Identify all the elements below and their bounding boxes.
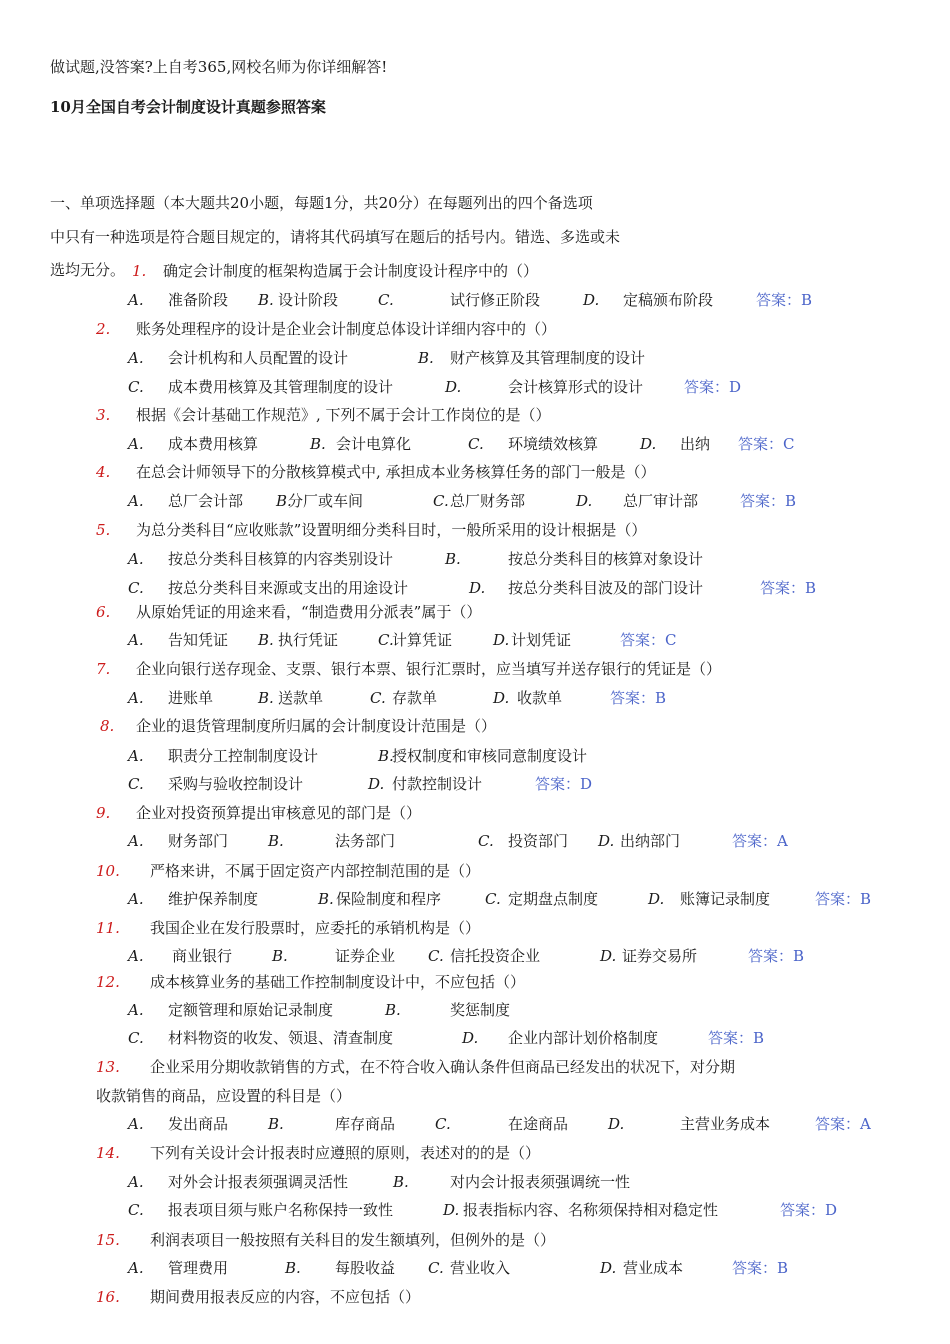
promo-text: 做试题,没答案?上自考365,网校名师为你详细解答! xyxy=(50,58,388,76)
option-text: 按总分类科目核算的内容类别设计 xyxy=(168,550,394,568)
option-text: 对内会计报表须强调统一性 xyxy=(450,1173,631,1191)
option-row xyxy=(0,628,950,652)
option-letter: D. xyxy=(493,689,510,707)
option-text: 定期盘点制度 xyxy=(508,890,599,908)
option-row xyxy=(0,346,950,370)
option-text: 职责分工控制制度设计 xyxy=(168,747,319,765)
option-letter: A. xyxy=(128,1259,144,1277)
option-letter: D. xyxy=(368,775,385,793)
option-letter: B. xyxy=(445,550,461,568)
option-text: 会计机构和人员配置的设计 xyxy=(168,349,349,367)
section-intro-line-1: 一、单项选择题（本大题共20小题，每题1分，共20分）在每题列出的四个备选项 xyxy=(50,194,593,212)
question-stem: 确定会计制度的框架构造属于会计制度设计程序中的（） xyxy=(163,262,539,280)
option-text: 总厂会计部 xyxy=(168,492,244,510)
question-number: 11. xyxy=(96,919,120,937)
question-stem: 企业的退货管理制度所归属的会计制度设计范围是（） xyxy=(136,717,497,735)
question-stem: 严格来讲，不属于固定资产内部控制范围的是（） xyxy=(150,862,481,880)
option-letter: C. xyxy=(485,890,501,908)
option-letter: A. xyxy=(128,890,144,908)
question-stem-row xyxy=(0,403,950,427)
option-text: 对外会计报表须强调灵活性 xyxy=(168,1173,349,1191)
option-letter: C. xyxy=(128,579,144,597)
option-letter: D. xyxy=(583,291,600,309)
option-letter: A. xyxy=(128,747,144,765)
option-text: 准备阶段 xyxy=(168,291,229,309)
option-text: 按总分类科目的核算对象设计 xyxy=(508,550,704,568)
option-text: 出纳部门 xyxy=(620,832,681,850)
option-letter: C. xyxy=(128,775,144,793)
question-number: 16. xyxy=(96,1288,120,1306)
option-text: 信托投资企业 xyxy=(450,947,541,965)
option-letter: B. xyxy=(318,890,334,908)
question-number: 6. xyxy=(96,603,111,621)
question-stem: 利润表项目一般按照有关科目的发生额填列，但例外的是（） xyxy=(150,1231,556,1249)
page-title: 10月全国自考会计制度设计真题参照答案 xyxy=(50,98,326,116)
question-stem: 成本核算业务的基础工作控制制度设计中，不应包括（） xyxy=(150,973,526,991)
option-letter: B. xyxy=(385,1001,401,1019)
option-text: 企业内部计划价格制度 xyxy=(508,1029,659,1047)
question-number: 14. xyxy=(96,1144,120,1162)
option-text: 保险制度和程序 xyxy=(336,890,442,908)
option-letter: D. xyxy=(443,1201,460,1219)
question-stem: 在总会计师领导下的分散核算模式中, 承担成本业务核算任务的部门一般是（） xyxy=(136,463,656,481)
option-row xyxy=(0,1198,950,1222)
question-stem-row xyxy=(0,859,950,883)
option-letter: C. xyxy=(428,947,444,965)
option-letter: B. xyxy=(258,291,274,309)
option-text: 奖惩制度 xyxy=(450,1001,511,1019)
option-letter: A. xyxy=(128,947,144,965)
option-text: 财务部门 xyxy=(168,832,229,850)
answer-label: 答案：C xyxy=(738,435,795,453)
option-letter: D. xyxy=(576,492,593,510)
section-intro-line-2: 中只有一种选项是符合题目规定的，请将其代码填写在题后的括号内。错选、多选或未 xyxy=(50,228,621,246)
option-letter: D. xyxy=(462,1029,479,1047)
question-stem-row xyxy=(0,1055,950,1079)
option-letter: A. xyxy=(128,631,144,649)
question-number: 10. xyxy=(96,862,120,880)
option-row xyxy=(0,1170,950,1194)
answer-label: 答案：B xyxy=(756,291,813,309)
option-row xyxy=(0,288,950,312)
option-letter: C. xyxy=(478,832,494,850)
option-letter: D. xyxy=(493,631,510,649)
option-letter: A. xyxy=(128,435,144,453)
question-number: 7. xyxy=(96,660,111,678)
question-number: 12. xyxy=(96,973,120,991)
answer-label: 答案：B xyxy=(815,890,872,908)
option-letter: B. xyxy=(268,1115,284,1133)
option-text: 在途商品 xyxy=(508,1115,569,1133)
option-row xyxy=(0,576,950,600)
option-text: 总厂财务部 xyxy=(450,492,526,510)
question-stem: 企业向银行送存现金、支票、银行本票、银行汇票时，应当填写并送存银行的凭证是（） xyxy=(136,660,722,678)
question-stem-row xyxy=(0,657,950,681)
question-stem-row xyxy=(0,1228,950,1252)
option-letter: C. xyxy=(128,1201,144,1219)
option-text: 投资部门 xyxy=(508,832,569,850)
option-letter: D. xyxy=(598,832,615,850)
option-text: 出纳 xyxy=(680,435,711,453)
option-text: 执行凭证 xyxy=(278,631,339,649)
option-text: 定额管理和原始记录制度 xyxy=(168,1001,334,1019)
option-row xyxy=(0,998,950,1022)
option-letter: B. xyxy=(378,747,394,765)
option-row xyxy=(0,744,950,768)
option-text: 每股收益 xyxy=(335,1259,396,1277)
option-text: 法务部门 xyxy=(335,832,396,850)
question-number: 4. xyxy=(96,463,111,481)
question-stem-row xyxy=(0,259,950,283)
option-letter: D. xyxy=(608,1115,625,1133)
answer-label: 答案：B xyxy=(760,579,817,597)
answer-label: 答案：B xyxy=(740,492,797,510)
option-text: 管理费用 xyxy=(168,1259,229,1277)
answer-label: 答案：D xyxy=(780,1201,838,1219)
option-text: 采购与验收控制设计 xyxy=(168,775,304,793)
option-text: 营业成本 xyxy=(623,1259,684,1277)
question-stem-row xyxy=(0,970,950,994)
question-stem: 从原始凭证的用途来看，“制造费用分派表”属于（） xyxy=(136,603,482,621)
question-stem-row xyxy=(0,518,950,542)
question-stem-row xyxy=(0,801,950,825)
option-row xyxy=(0,944,950,968)
answer-label: 答案：B xyxy=(610,689,667,707)
option-letter: A. xyxy=(128,832,144,850)
option-text: 库存商品 xyxy=(335,1115,396,1133)
option-row xyxy=(0,1026,950,1050)
option-text: 按总分类科目来源或支出的用途设计 xyxy=(168,579,409,597)
answer-label: 答案：A xyxy=(815,1115,871,1133)
option-row xyxy=(0,547,950,571)
question-number: 15. xyxy=(96,1231,120,1249)
option-text: 商业银行 xyxy=(172,947,233,965)
option-letter: C. xyxy=(433,492,449,510)
option-letter: A. xyxy=(128,492,144,510)
option-text: 授权制度和审核同意制度设计 xyxy=(392,747,588,765)
option-text: 计算凭证 xyxy=(392,631,453,649)
option-text: 会计核算形式的设计 xyxy=(508,378,644,396)
option-text: 收款单 xyxy=(517,689,563,707)
option-text: 环境绩效核算 xyxy=(508,435,599,453)
question-stem-row xyxy=(0,600,950,624)
question-stem-row xyxy=(0,460,950,484)
option-text: 报表项目须与账户名称保持一致性 xyxy=(168,1201,394,1219)
option-text: 报表指标内容、名称须保持相对稳定性 xyxy=(463,1201,719,1219)
question-number: 8. xyxy=(100,717,115,735)
option-letter: B. xyxy=(258,631,274,649)
option-text: 成本费用核算 xyxy=(168,435,259,453)
question-stem: 企业采用分期收款销售的方式，在不符合收入确认条件但商品已经发出的状况下，对分期 xyxy=(150,1058,736,1076)
option-row xyxy=(0,1112,950,1136)
question-number: 13. xyxy=(96,1058,120,1076)
option-text: 主营业务成本 xyxy=(680,1115,771,1133)
question-stem: 企业对投资预算提出审核意见的部门是（） xyxy=(136,804,422,822)
option-letter: B. xyxy=(268,832,284,850)
answer-label: 答案：A xyxy=(732,832,788,850)
option-text: 成本费用核算及其管理制度的设计 xyxy=(168,378,394,396)
option-text: 付款控制设计 xyxy=(392,775,483,793)
question-stem-row xyxy=(0,1141,950,1165)
question-stem: 我国企业在发行股票时，应委托的承销机构是（） xyxy=(150,919,481,937)
option-letter: A. xyxy=(128,349,144,367)
question-number: 1. xyxy=(132,262,147,280)
option-text: 材料物资的收发、领退、清查制度 xyxy=(168,1029,394,1047)
option-letter: C. xyxy=(435,1115,451,1133)
question-stem-continued: 收款销售的商品，应设置的科目是（） xyxy=(96,1087,352,1105)
option-letter: B. xyxy=(310,435,326,453)
option-row xyxy=(0,375,950,399)
option-letter: C. xyxy=(128,1029,144,1047)
option-letter: C. xyxy=(370,689,386,707)
option-row xyxy=(0,489,950,513)
question-stem: 为总分类科目“应收账款”设置明细分类科目时，一般所采用的设计根据是（） xyxy=(136,521,647,539)
option-letter: D. xyxy=(640,435,657,453)
option-text: 证券企业 xyxy=(335,947,396,965)
question-number: 3. xyxy=(96,406,111,424)
option-text: 定稿颁布阶段 xyxy=(623,291,714,309)
answer-label: 答案：B xyxy=(732,1259,789,1277)
option-row xyxy=(0,1256,950,1280)
option-text: 分厂或车间 xyxy=(288,492,364,510)
option-letter: C. xyxy=(468,435,484,453)
option-text: 存款单 xyxy=(392,689,438,707)
option-text: 营业收入 xyxy=(450,1259,511,1277)
answer-label: 答案：B xyxy=(748,947,805,965)
option-letter: A. xyxy=(128,1001,144,1019)
option-text: 告知凭证 xyxy=(168,631,229,649)
option-letter: A. xyxy=(128,689,144,707)
question-stem-row xyxy=(0,916,950,940)
option-letter: D. xyxy=(648,890,665,908)
option-row xyxy=(0,829,950,853)
option-row xyxy=(0,432,950,456)
option-letter: B. xyxy=(276,492,292,510)
option-letter: C. xyxy=(378,291,394,309)
option-row xyxy=(0,772,950,796)
question-stem-row xyxy=(0,714,950,738)
option-row xyxy=(0,686,950,710)
option-text: 送款单 xyxy=(278,689,324,707)
option-text: 会计电算化 xyxy=(336,435,412,453)
option-text: 维护保养制度 xyxy=(168,890,259,908)
option-text: 总厂审计部 xyxy=(623,492,699,510)
option-letter: D. xyxy=(469,579,486,597)
option-letter: C. xyxy=(128,378,144,396)
option-letter: A. xyxy=(128,291,144,309)
option-letter: D. xyxy=(600,947,617,965)
question-stem-row xyxy=(0,317,950,341)
question-stem-row xyxy=(0,1084,950,1108)
question-stem: 账务处理程序的设计是企业会计制度总体设计详细内容中的（） xyxy=(136,320,557,338)
option-letter: D. xyxy=(445,378,462,396)
option-letter: A. xyxy=(128,550,144,568)
option-letter: B. xyxy=(285,1259,301,1277)
option-letter: A. xyxy=(128,1173,144,1191)
option-letter: C. xyxy=(428,1259,444,1277)
question-stem: 下列有关设计会计报表时应遵照的原则，表述对的的是（） xyxy=(150,1144,541,1162)
option-text: 证券交易所 xyxy=(622,947,698,965)
option-row xyxy=(0,887,950,911)
option-text: 按总分类科目波及的部门设计 xyxy=(508,579,704,597)
option-letter: B. xyxy=(418,349,434,367)
answer-label: 答案：D xyxy=(535,775,593,793)
section-intro-line-3: 选均无分。 xyxy=(50,261,126,279)
answer-label: 答案：B xyxy=(708,1029,765,1047)
option-letter: A. xyxy=(128,1115,144,1133)
question-stem: 期间费用报表反应的内容，不应包括（） xyxy=(150,1288,421,1306)
option-text: 财产核算及其管理制度的设计 xyxy=(450,349,646,367)
option-text: 试行修正阶段 xyxy=(450,291,541,309)
question-stem-row xyxy=(0,1285,950,1309)
question-number: 2. xyxy=(96,320,111,338)
option-letter: B. xyxy=(258,689,274,707)
option-letter: D. xyxy=(600,1259,617,1277)
question-number: 5. xyxy=(96,521,111,539)
question-number: 9. xyxy=(96,804,111,822)
option-letter: C. xyxy=(378,631,394,649)
option-text: 设计阶段 xyxy=(278,291,339,309)
option-letter: B. xyxy=(393,1173,409,1191)
answer-label: 答案：C xyxy=(620,631,677,649)
option-text: 账簿记录制度 xyxy=(680,890,771,908)
question-stem: 根据《会计基础工作规范》, 下列不属于会计工作岗位的是（） xyxy=(136,406,551,424)
answer-label: 答案：D xyxy=(684,378,742,396)
option-text: 发出商品 xyxy=(168,1115,229,1133)
option-text: 进账单 xyxy=(168,689,214,707)
option-letter: B. xyxy=(272,947,288,965)
option-text: 计划凭证 xyxy=(511,631,572,649)
